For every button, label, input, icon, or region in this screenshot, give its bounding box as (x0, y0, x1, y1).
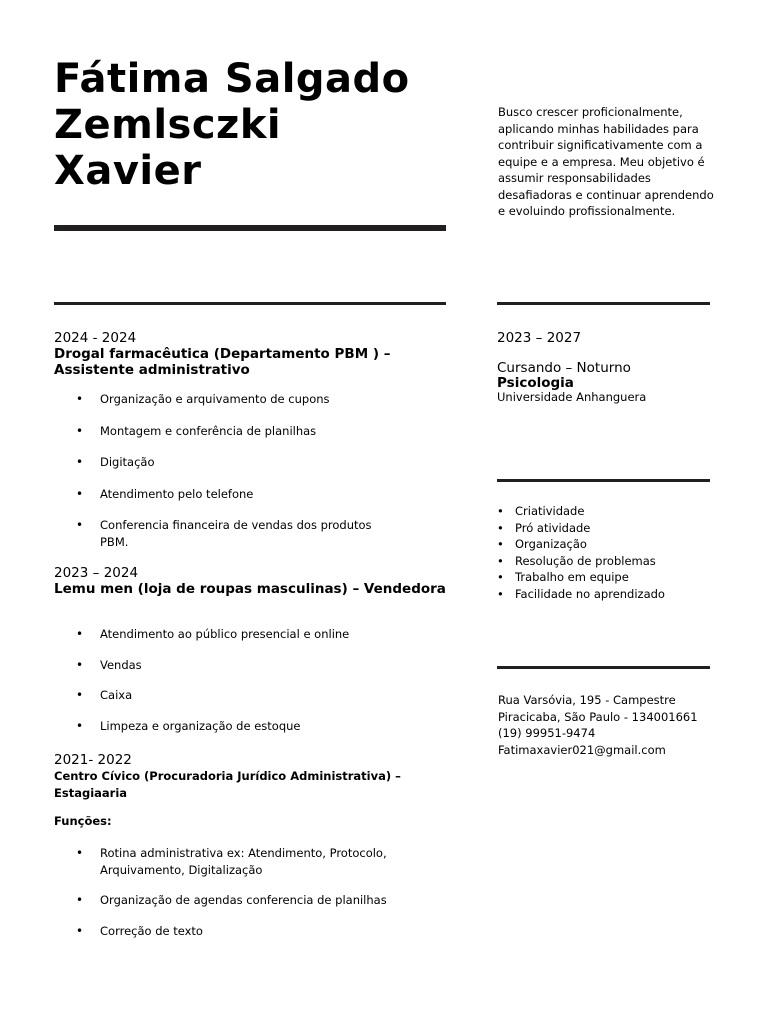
skill-item: • Criatividade (497, 503, 727, 520)
skill-item: • Resolução de problemas (497, 553, 727, 570)
name-line-3: Xavier (54, 148, 202, 194)
task-item: • Digitação (54, 454, 424, 471)
task-item: • Organização e arquivamento de cupons (54, 391, 424, 408)
task-item: • Rotina administrativa ex: Atendimento, Protocolo, Arquivamento, Digitalização (54, 845, 400, 878)
experience-title: Drogal farmacêutica (Departamento PBM ) – Assistente administrativo (54, 346, 391, 378)
task-item: • Conferencia financeira de vendas dos produtos PBM. (54, 517, 390, 550)
experience-entry-2 (54, 565, 454, 597)
education-period: 2023 – 2027 (497, 330, 582, 346)
contact-city: Piracicaba, São Paulo - 134001661 (498, 709, 698, 724)
skill-item: • Trabalho em equipe (497, 569, 727, 586)
functions-label: Funções: (54, 814, 112, 828)
task-item: • Caixa (54, 687, 424, 704)
contact-address: Rua Varsóvia, 195 - Campestre (498, 693, 676, 707)
skill-item: • Organização (497, 536, 727, 553)
task-item: • Atendimento pelo telefone (54, 486, 424, 503)
education-institution: Universidade Anhanguera (497, 390, 647, 404)
education-title: Psicologia (497, 375, 574, 391)
task-item: • Limpeza e organização de estoque (54, 718, 424, 735)
experience-period: 2024 - 2024 (54, 330, 137, 346)
task-item: • Vendas (54, 657, 424, 674)
experience-entry-1 (54, 330, 454, 378)
education-entry (497, 330, 727, 404)
header-divider (54, 225, 446, 231)
skill-item: • Pró atividade (497, 520, 727, 537)
experience-title: Lemu men (loja de roupas masculinas) – Vendedora (54, 581, 446, 597)
experience-2-tasks (54, 626, 424, 734)
task-item: • Organização de agendas conferencia de planilhas (54, 892, 424, 909)
candidate-name (54, 56, 474, 194)
objective-text: Busco crescer proficionalmente, aplicando minhas habilidades para contribuir significativamente com a equipe e a empresa. Meu objetivo é assumir responsabilidades desafiadoras e continuar aprendendo e evoluindo profissionalmente. (498, 105, 714, 218)
skills-divider (497, 479, 710, 482)
experience-divider (54, 302, 446, 305)
contact-divider (497, 666, 710, 669)
skill-item: • Facilidade no aprendizado (497, 586, 727, 603)
experience-3-tasks (54, 845, 424, 939)
skills-list (497, 503, 727, 603)
contact-email: Fatimaxavier021@gmail.com (498, 742, 666, 757)
experience-period: 2023 – 2024 (54, 565, 139, 581)
experience-entry-3 (54, 752, 414, 802)
experience-title: Centro Cívico (Procuradoria Jurídico Administrativa) – Estagiaaria (54, 769, 401, 800)
experience-period: 2021- 2022 (54, 752, 132, 768)
education-course: Cursando – Noturno (497, 360, 631, 376)
education-divider (497, 302, 710, 305)
contact-block (498, 692, 728, 758)
name-line-2: Zemlsczki (54, 102, 282, 148)
task-item: • Correção de texto (54, 923, 424, 940)
experience-1-tasks (54, 391, 424, 550)
name-line-1: Fátima Salgado (54, 56, 410, 102)
task-item: • Atendimento ao público presencial e online (54, 626, 424, 643)
task-item: • Montagem e conferência de planilhas (54, 423, 424, 440)
contact-phone: (19) 99951-9474 (498, 726, 596, 740)
